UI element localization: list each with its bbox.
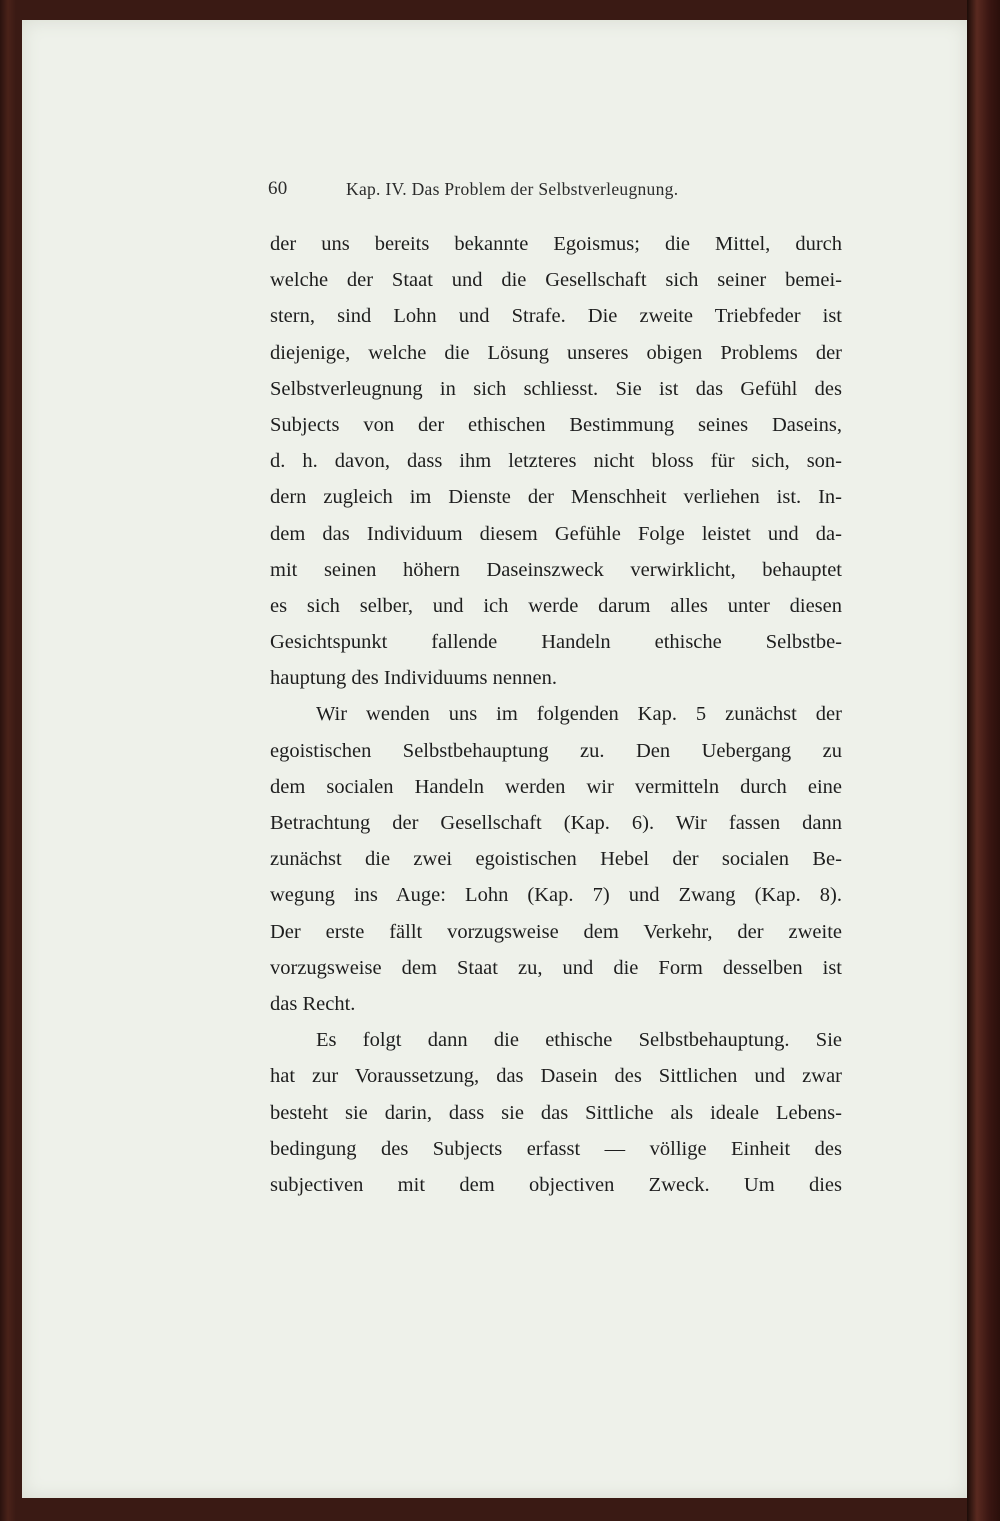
- text-line: Betrachtung der Gesellschaft (Kap. 6). Wir fassen dann: [270, 812, 842, 834]
- text-line: subjectiven mit dem objectiven Zweck. Um dies: [270, 1173, 842, 1196]
- text-line: der uns bereits bekannte Egoismus; die Mittel, durch: [270, 233, 842, 255]
- text-line: Subjects von der ethischen Bestimmung seines Daseins,: [270, 413, 842, 436]
- running-head: Kap. IV. Das Problem der Selbstverleugnung.: [346, 179, 679, 199]
- text-line: Es folgt dann die ethische Selbstbehauptung. Sie: [316, 1029, 842, 1052]
- text-line: mit seinen höhern Daseinszweck verwirklicht, behauptet: [270, 558, 842, 581]
- text-line: bedingung des Subjects erfasst — völlige Einheit des: [270, 1137, 842, 1160]
- text-line: Selbstverleugnung in sich schliesst. Sie ist das Gefühl des: [270, 377, 842, 400]
- text-line: hat zur Voraussetzung, das Dasein des Sittlichen und zwar: [270, 1065, 842, 1088]
- text-line: dem socialen Handeln werden wir vermitteln durch eine: [270, 775, 842, 798]
- text-line: das Recht.: [270, 992, 356, 1015]
- body-text: [270, 226, 842, 1203]
- text-line: Wir wenden uns im folgenden Kap. 5 zunächst der: [316, 703, 842, 726]
- text-line: diejenige, welche die Lösung unseres obigen Problems der: [270, 341, 842, 364]
- text-line: es sich selber, und ich werde darum alles unter diesen: [270, 594, 842, 617]
- book-edge: [967, 0, 1000, 1521]
- text-line: Gesichtspunkt fallende Handeln ethische Selbstbe-: [270, 631, 842, 654]
- page-number: 60: [268, 178, 288, 199]
- text-line: dern zugleich im Dienste der Menschheit verliehen ist. In-: [270, 486, 842, 509]
- text-line: hauptung des Individuums nennen.: [270, 667, 557, 690]
- text-line: dem das Individuum diesem Gefühle Folge leistet und da-: [270, 522, 842, 545]
- text-line: besteht sie darin, dass sie das Sittliche als ideale Lebens-: [270, 1101, 842, 1124]
- text-line: d. h. davon, dass ihm letzteres nicht bloss für sich, son-: [270, 450, 842, 473]
- text-line: vorzugsweise dem Staat zu, und die Form desselben ist: [270, 956, 842, 979]
- text-line: wegung ins Auge: Lohn (Kap. 7) und Zwang (Kap. 8).: [270, 884, 842, 907]
- page-header: [268, 178, 848, 208]
- text-line: welche der Staat und die Gesellschaft sich seiner bemei-: [270, 269, 842, 292]
- text-line: Der erste fällt vorzugsweise dem Verkehr, der zweite: [270, 920, 842, 943]
- text-line: zunächst die zwei egoistischen Hebel der socialen Be-: [270, 848, 842, 871]
- text-line: stern, sind Lohn und Strafe. Die zweite Triebfeder ist: [270, 305, 842, 328]
- text-line: egoistischen Selbstbehauptung zu. Den Uebergang zu: [270, 739, 842, 762]
